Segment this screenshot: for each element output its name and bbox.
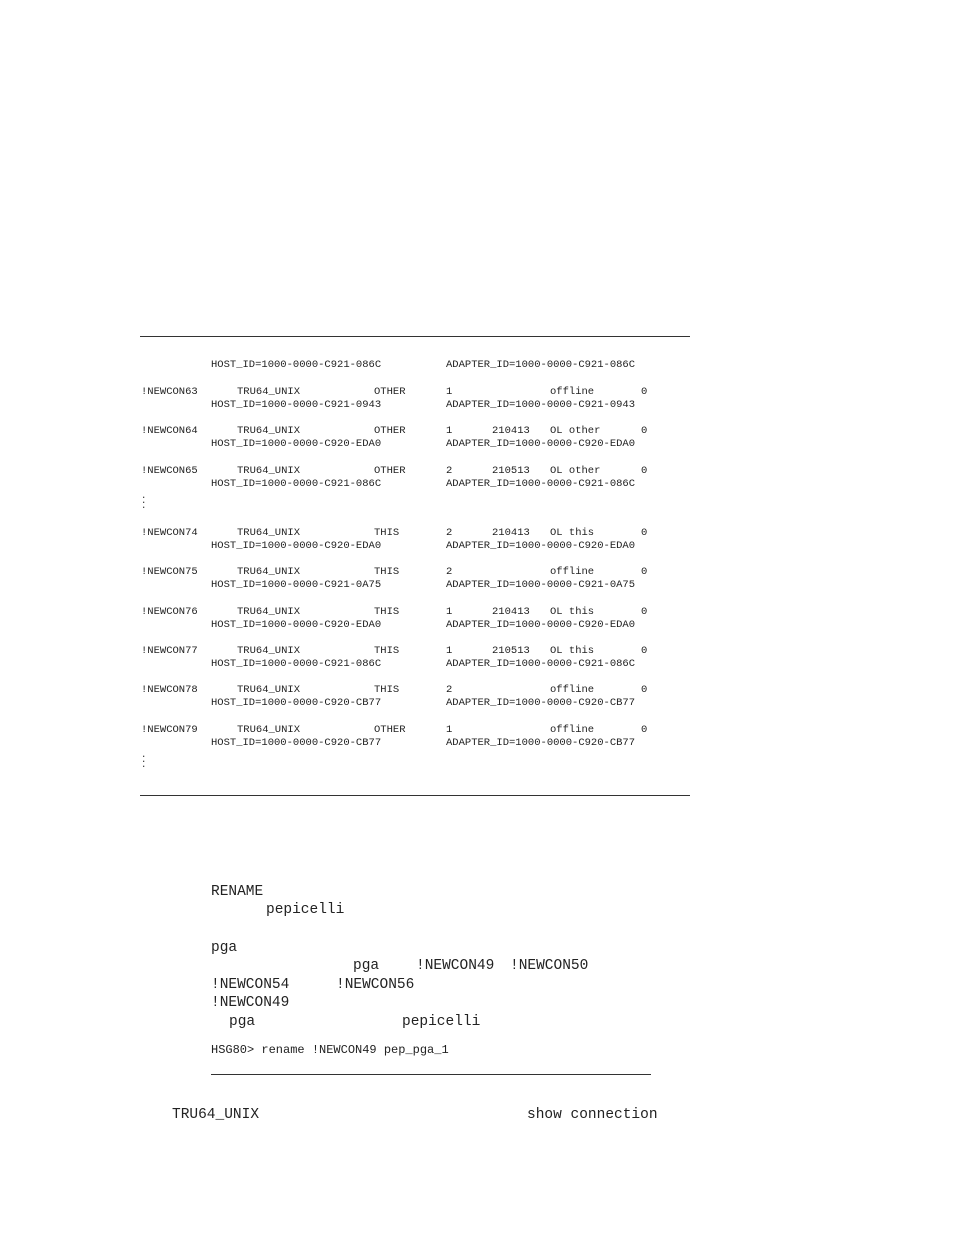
listing-operating-system: TRU64_UNIX [237,566,301,578]
listing-connection-name: !NEWCON76 [141,606,198,618]
listing-adapter-id: ADAPTER_ID=1000-0000-C920-CB77 [446,737,636,749]
listing-host-id: HOST_ID=1000-0000-C921-086C [211,658,382,670]
listing-operating-system: TRU64_UNIX [237,386,301,398]
command-example: HSG80> rename !NEWCON49 pep_pga_1 [211,1043,449,1057]
listing-status: offline [550,724,595,736]
listing-port: 2 [446,566,453,578]
listing-offset: 0 [641,386,648,398]
pga-text: pga [229,1014,256,1030]
listing-controller: OTHER [374,386,406,398]
listing-connection-name: !NEWCON75 [141,566,198,578]
newcon-name: !NEWCON54 [211,977,290,993]
listing-controller: THIS [374,527,400,539]
listing-adapter-id: ADAPTER_ID=1000-0000-C920-EDA0 [446,540,636,552]
listing-status: offline [550,386,595,398]
listing-port: 2 [446,465,453,477]
listing-status: OL other [550,465,601,477]
listing-host-id: HOST_ID=1000-0000-C921-086C [211,359,382,371]
listing-host-id: HOST_ID=1000-0000-C920-EDA0 [211,619,382,631]
ellipsis-marker: . . . [141,491,147,511]
listing-offset: 0 [641,684,648,696]
tru64-text: TRU64_UNIX [172,1107,260,1123]
listing-port: 2 [446,684,453,696]
listing-offset: 0 [641,566,648,578]
listing-operating-system: TRU64_UNIX [237,465,301,477]
listing-port: 1 [446,606,453,618]
newcon-name: !NEWCON49 [416,958,495,974]
listing-adapter-id: ADAPTER_ID=1000-0000-C920-EDA0 [446,438,636,450]
listing-status: offline [550,566,595,578]
listing-status: OL this [550,645,595,657]
listing-address: 210513 [492,645,530,657]
listing-host-id: HOST_ID=1000-0000-C920-CB77 [211,697,382,709]
pga-text: pga [211,940,238,956]
listing-offset: 0 [641,645,648,657]
listing-status: OL this [550,606,595,618]
listing-controller: OTHER [374,465,406,477]
listing-operating-system: TRU64_UNIX [237,527,301,539]
listing-adapter-id: ADAPTER_ID=1000-0000-C921-086C [446,658,636,670]
newcon-name: !NEWCON56 [336,977,415,993]
listing-connection-name: !NEWCON79 [141,724,198,736]
example-rule [211,1074,651,1075]
listing-controller: OTHER [374,724,406,736]
listing-host-id: HOST_ID=1000-0000-C921-0943 [211,399,382,411]
listing-controller: THIS [374,566,400,578]
listing-port: 1 [446,425,453,437]
listing-host-id: HOST_ID=1000-0000-C920-EDA0 [211,540,382,552]
listing-operating-system: TRU64_UNIX [237,724,301,736]
listing-port: 1 [446,386,453,398]
newcon-name: !NEWCON49 [211,995,290,1011]
show-connection-command: show connection [527,1107,658,1123]
listing-operating-system: TRU64_UNIX [237,645,301,657]
listing-port: 2 [446,527,453,539]
newcon-name: !NEWCON50 [510,958,589,974]
listing-operating-system: TRU64_UNIX [237,606,301,618]
listing-host-id: HOST_ID=1000-0000-C920-EDA0 [211,438,382,450]
listing-top-rule [140,336,690,337]
pepicelli-text: pepicelli [266,902,345,918]
listing-address: 210413 [492,425,530,437]
listing-host-id: HOST_ID=1000-0000-C921-086C [211,478,382,490]
listing-controller: OTHER [374,425,406,437]
listing-address: 210413 [492,606,530,618]
listing-controller: THIS [374,684,400,696]
listing-connection-name: !NEWCON77 [141,645,198,657]
pepicelli-text: pepicelli [402,1014,481,1030]
listing-offset: 0 [641,527,648,539]
listing-connection-name: !NEWCON78 [141,684,198,696]
listing-port: 1 [446,724,453,736]
listing-connection-name: !NEWCON63 [141,386,198,398]
rename-keyword: RENAME [211,884,264,900]
listing-connection-name: !NEWCON65 [141,465,198,477]
listing-adapter-id: ADAPTER_ID=1000-0000-C920-EDA0 [446,619,636,631]
listing-adapter-id: ADAPTER_ID=1000-0000-C920-CB77 [446,697,636,709]
listing-adapter-id: ADAPTER_ID=1000-0000-C921-0943 [446,399,636,411]
listing-connection-name: !NEWCON74 [141,527,198,539]
listing-status: offline [550,684,595,696]
listing-offset: 0 [641,606,648,618]
listing-controller: THIS [374,645,400,657]
listing-controller: THIS [374,606,400,618]
pga-text: pga [353,958,380,974]
listing-host-id: HOST_ID=1000-0000-C920-CB77 [211,737,382,749]
listing-status: OL this [550,527,595,539]
listing-connection-name: !NEWCON64 [141,425,198,437]
listing-adapter-id: ADAPTER_ID=1000-0000-C921-0A75 [446,579,636,591]
listing-operating-system: TRU64_UNIX [237,684,301,696]
listing-bottom-rule [140,795,690,796]
listing-operating-system: TRU64_UNIX [237,425,301,437]
listing-address: 210413 [492,527,530,539]
listing-adapter-id: ADAPTER_ID=1000-0000-C921-086C [446,478,636,490]
listing-port: 1 [446,645,453,657]
listing-host-id: HOST_ID=1000-0000-C921-0A75 [211,579,382,591]
listing-offset: 0 [641,425,648,437]
listing-offset: 0 [641,465,648,477]
ellipsis-marker: . . . [141,750,147,770]
listing-address: 210513 [492,465,530,477]
listing-adapter-id: ADAPTER_ID=1000-0000-C921-086C [446,359,636,371]
listing-status: OL other [550,425,601,437]
listing-offset: 0 [641,724,648,736]
